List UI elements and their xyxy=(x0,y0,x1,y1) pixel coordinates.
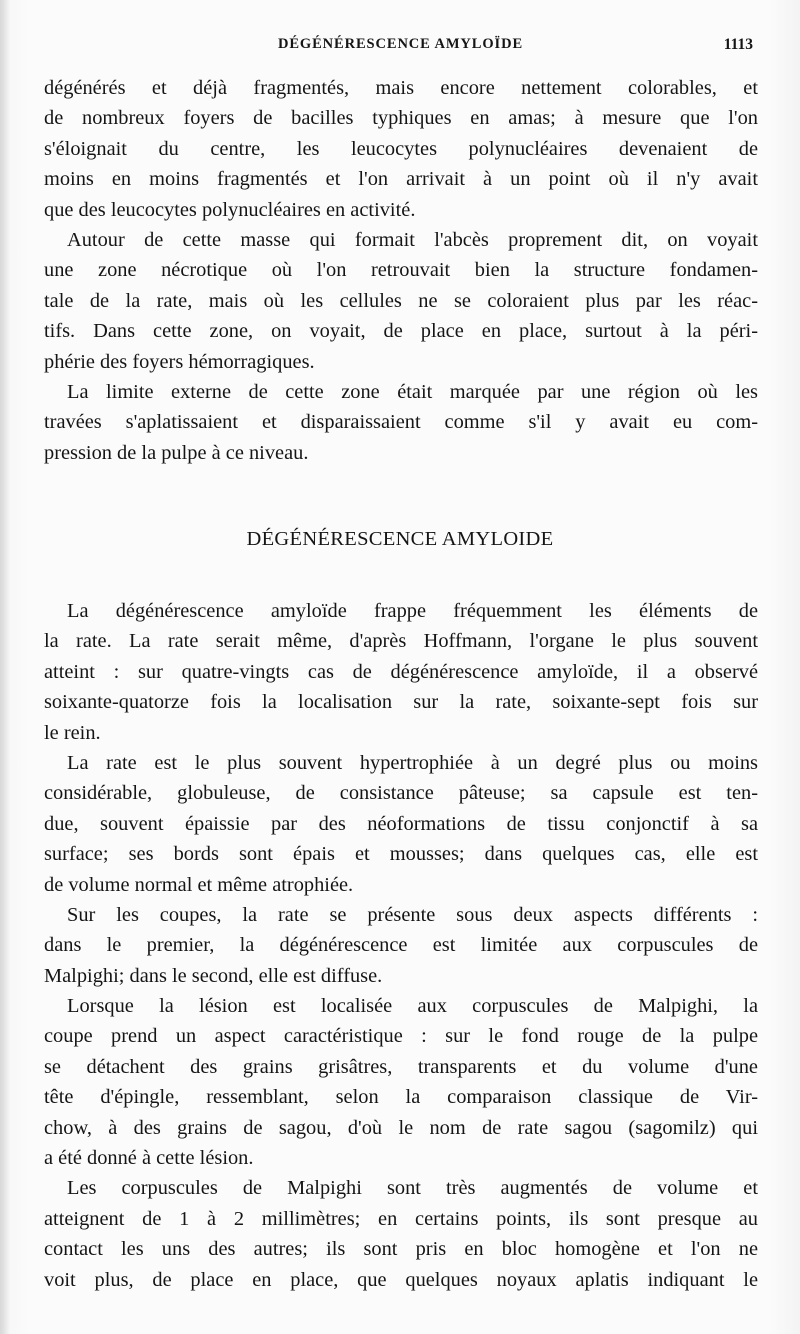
text-line: La limite externe de cette zone était marquée par une région où les xyxy=(67,380,758,403)
text-line: pression de la pulpe à ce niveau. xyxy=(44,441,309,464)
page-number: 1113 xyxy=(723,36,753,53)
text-line: que des leucocytes polynucléaires en activité. xyxy=(44,198,416,221)
text-line: tête d'épingle, ressemblant, selon la comparaison classique de Vir- xyxy=(44,1086,758,1109)
text-line: soixante-quatorze fois la localisation sur la rate, soixante-sept fois sur xyxy=(44,691,758,714)
text-line: considérable, globuleuse, de consistance pâteuse; sa capsule est ten- xyxy=(44,782,758,805)
previous-section-text xyxy=(44,73,758,468)
text-line: Les corpuscules de Malpighi sont très augmentés de volume et xyxy=(67,1177,758,1200)
text-line: le rein. xyxy=(44,721,101,744)
text-line: atteignent de 1 à 2 millimètres; en certains points, ils sont presque au xyxy=(44,1207,758,1230)
text-line: chow, à des grains de sagou, d'où le nom de rate sagou (sagomilz) qui xyxy=(44,1116,758,1139)
text-line: Sur les coupes, la rate se présente sous deux aspects différents : xyxy=(67,903,758,926)
text-line: la rate. La rate serait même, d'après Hoffmann, l'organe le plus souvent xyxy=(44,630,758,653)
text-line: La rate est le plus souvent hypertrophiée à un degré plus ou moins xyxy=(67,751,758,774)
section-title: DÉGÉNÉRESCENCE AMYLOIDE xyxy=(246,528,554,550)
text-line: de nombreux foyers de bacilles typhiques en amas; à mesure que l'on xyxy=(44,107,758,130)
running-title: DÉGÉNÉRESCENCE AMYLOÏDE xyxy=(277,36,524,52)
text-line: voit plus, de place en place, que quelques noyaux aplatis indiquant le xyxy=(44,1268,758,1291)
text-line: de volume normal et même atrophiée. xyxy=(44,873,354,896)
text-line: atteint : sur quatre-vingts cas de dégénérescence amyloïde, il a observé xyxy=(44,660,758,683)
text-line: une zone nécrotique où l'on retrouvait bien la structure fondamen- xyxy=(44,259,758,282)
text-line: phérie des foyers hémorragiques. xyxy=(44,350,315,373)
text-line: tale de la rate, mais où les cellules ne se coloraient plus par les réac- xyxy=(44,289,758,312)
text-line: La dégénérescence amyloïde frappe fréquemment les éléments de xyxy=(67,600,758,622)
text-line: Lorsque la lésion est localisée aux corpuscules de Malpighi, la xyxy=(67,995,758,1018)
text-line: contact les uns des autres; ils sont pris en bloc homogène et l'on ne xyxy=(44,1238,758,1261)
text-line: se détachent des grains grisâtres, transparents et du volume d'une xyxy=(44,1055,758,1078)
text-line: s'éloignait du centre, les leucocytes polynucléaires devenaient de xyxy=(44,137,758,160)
text-line: dans le premier, la dégénérescence est limitée aux corpuscules de xyxy=(44,934,758,957)
text-line: tifs. Dans cette zone, on voyait, de place en place, surtout à la péri- xyxy=(44,320,758,343)
text-line: travées s'aplatissaient et disparaissaient comme s'il y avait eu com- xyxy=(44,411,758,434)
text-line: coupe prend un aspect caractéristique : sur le fond rouge de la pulpe xyxy=(44,1025,758,1048)
text-line: dégénérés et déjà fragmentés, mais encore nettement colorables, et xyxy=(44,77,758,99)
text-line: surface; ses bords sont épais et mousses; dans quelques cas, elle est xyxy=(44,843,758,866)
text-line: moins en moins fragmentés et l'on arrivait à un point où il n'y avait xyxy=(44,168,758,191)
page-header xyxy=(48,36,753,58)
text-line: Autour de cette masse qui formait l'abcès proprement dit, on voyait xyxy=(67,228,758,251)
text-line: a été donné à cette lésion. xyxy=(44,1147,254,1170)
amyloid-section-text xyxy=(44,596,758,1295)
text-line: Malpighi; dans le second, elle est diffuse. xyxy=(44,964,383,987)
text-line: due, souvent épaissie par des néoformations de tissu conjonctif à sa xyxy=(44,812,758,835)
